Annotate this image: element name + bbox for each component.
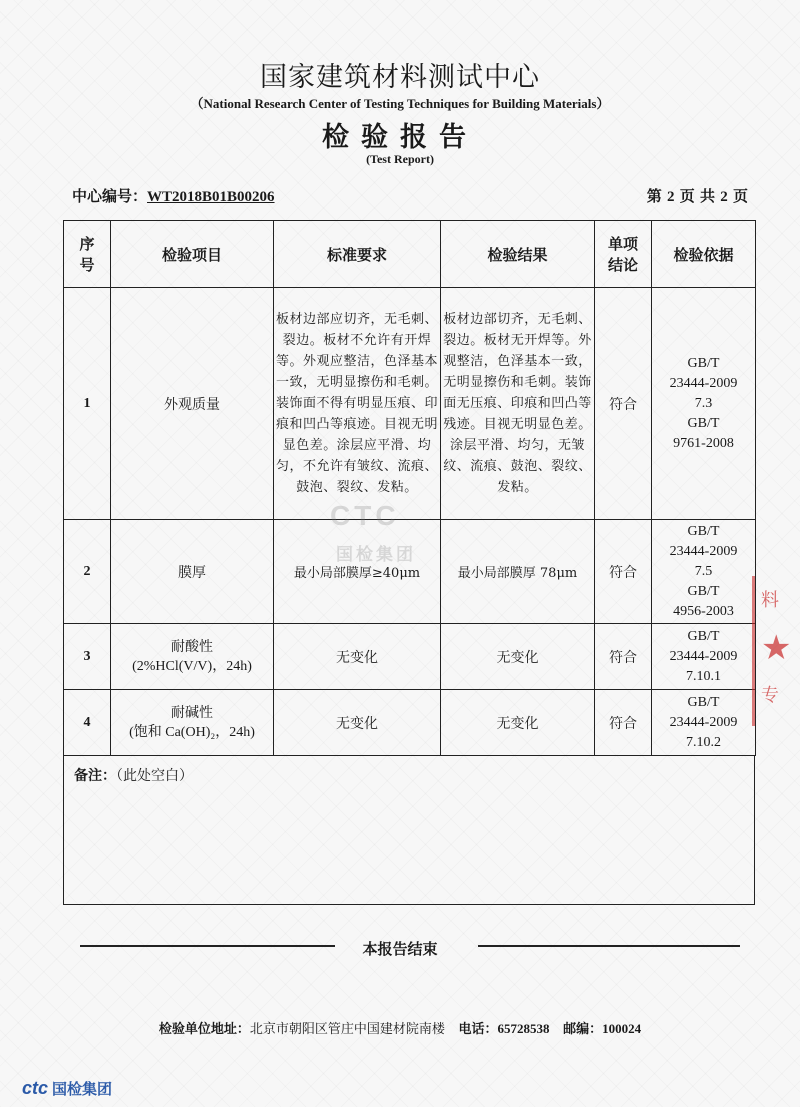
- stamp-char: 料: [761, 590, 779, 611]
- header-conclusion: 单项结论: [595, 221, 652, 288]
- remarks: [74, 765, 193, 785]
- basis-line: 23444-2009: [669, 375, 738, 391]
- row-conclusion: 符合: [595, 624, 652, 690]
- row-conclusion: 符合: [595, 288, 652, 520]
- center-code-value: WT2018B01B00206: [147, 189, 275, 205]
- row-item: 外观质量: [111, 288, 274, 520]
- row-result: 无变化: [441, 690, 595, 756]
- basis-line: GB/T: [687, 583, 720, 599]
- row-item: 膜厚: [111, 520, 274, 624]
- page-suffix: 页: [732, 187, 748, 205]
- table-row: [64, 624, 756, 690]
- basis-line: 4956-2003: [673, 603, 734, 619]
- page-prefix: 第: [646, 187, 662, 205]
- basis-line: 7.10.2: [686, 734, 721, 750]
- row-basis: [652, 624, 756, 690]
- basis-line: 9761-2008: [673, 435, 734, 451]
- basis-line: 23444-2009: [669, 714, 738, 730]
- row-basis: [652, 520, 756, 624]
- row-requirement: 最小局部膜厚≥40μm: [274, 520, 441, 624]
- title-cn: 国家建筑材料测试中心: [260, 62, 540, 93]
- item-line: 耐碱性: [171, 704, 213, 721]
- row-result: 最小局部膜厚 78μm: [441, 520, 595, 624]
- star-icon: ★: [761, 628, 792, 668]
- row-basis: [652, 690, 756, 756]
- page-mid: 页 共: [679, 187, 716, 205]
- item-line: 耐酸性: [171, 638, 213, 655]
- report-title-cn: 检验报告: [322, 122, 478, 153]
- header-item: 检验项目: [111, 221, 274, 288]
- basis-line: GB/T: [687, 415, 720, 431]
- basis-line: GB/T: [687, 628, 720, 644]
- table-header-row: [64, 221, 756, 288]
- table-row: [64, 690, 756, 756]
- address-label: 检验单位地址：: [158, 1022, 250, 1037]
- item-line: (饱和 Ca(OH)₂，24h): [129, 724, 255, 740]
- row-item: [111, 690, 274, 756]
- red-stamp: [752, 576, 795, 726]
- center-code: [72, 185, 275, 206]
- row-item: [111, 624, 274, 690]
- row-basis: [652, 288, 756, 520]
- page-total: 2: [720, 189, 728, 205]
- header-basis: 检验依据: [652, 221, 756, 288]
- basis-line: 7.10.1: [686, 668, 721, 684]
- page-indicator: [647, 185, 748, 206]
- row-seq: 4: [64, 690, 111, 756]
- basis-line: GB/T: [687, 694, 720, 710]
- logo-name: 国检集团: [52, 1080, 113, 1098]
- row-requirement: 无变化: [274, 624, 441, 690]
- row-requirement: 板材边部应切齐，无毛刺、裂边。板材不允许有开焊等。外观应整洁，色泽基本一致，无明显擦伤和毛刺。装饰面不得有明显压痕、印痕和凹凸等痕迹。目视无明显色差。涂层应平滑、均匀，不允许有皱纹、流痕、鼓泡、裂纹、发粘。: [274, 288, 441, 520]
- row-result: 无变化: [441, 624, 595, 690]
- watermark-mark: CTC: [330, 500, 400, 531]
- phone-value: 65728538: [497, 1021, 550, 1036]
- address-value: 北京市朝阳区管庄中国建材院南楼: [249, 1022, 445, 1037]
- row-seq: 2: [64, 520, 111, 624]
- ctc-logo: [22, 1078, 112, 1099]
- report-title-en: (Test Report): [366, 152, 434, 166]
- report-end-text: 本报告结束: [362, 940, 438, 958]
- stamp-char: 专: [761, 685, 779, 706]
- item-line: (2%HCl(V/V)，24h): [132, 658, 252, 674]
- header-requirement: 标准要求: [274, 221, 441, 288]
- basis-line: 7.5: [694, 563, 713, 579]
- row-seq: 3: [64, 624, 111, 690]
- remarks-box: [63, 755, 755, 905]
- basis-line: GB/T: [687, 523, 720, 539]
- header-result: 检验结果: [441, 221, 595, 288]
- end-divider-right: [478, 945, 740, 947]
- test-results-table: [63, 220, 756, 756]
- title-en: （National Research Center of Testing Techniques for Building Materials）: [190, 96, 610, 111]
- postal-label: 邮编：: [563, 1022, 603, 1037]
- remarks-text: （此处空白）: [116, 768, 193, 784]
- remarks-label: 备注：: [74, 768, 116, 784]
- basis-line: 23444-2009: [669, 648, 738, 664]
- row-conclusion: 符合: [595, 690, 652, 756]
- basis-line: GB/T: [687, 355, 720, 371]
- logo-mark: ctc: [22, 1078, 49, 1098]
- watermark-name: 国检集团: [336, 545, 416, 565]
- row-seq: 1: [64, 288, 111, 520]
- row-conclusion: 符合: [595, 520, 652, 624]
- footer-address: [0, 1018, 800, 1037]
- phone-label: 电话：: [458, 1022, 498, 1037]
- row-result: 板材边部切齐，无毛刺、裂边。板材无开焊等。外观整洁，色泽基本一致，无明显擦伤和毛刺。装饰面无压痕、印痕和凹凸等残迹。目视无明显色差。涂层平滑、均匀，无皱纹、流痕、鼓泡、裂纹、发粘。: [441, 288, 595, 520]
- postal-value: 100024: [602, 1021, 642, 1036]
- page-number: 2: [667, 189, 675, 205]
- center-code-label: 中心编号：: [72, 187, 148, 205]
- row-requirement: 无变化: [274, 690, 441, 756]
- header-seq: 序号: [64, 221, 111, 288]
- basis-line: 23444-2009: [669, 543, 738, 559]
- table-row: [64, 520, 756, 624]
- table-row: [64, 288, 756, 520]
- basis-line: 7.3: [694, 395, 713, 411]
